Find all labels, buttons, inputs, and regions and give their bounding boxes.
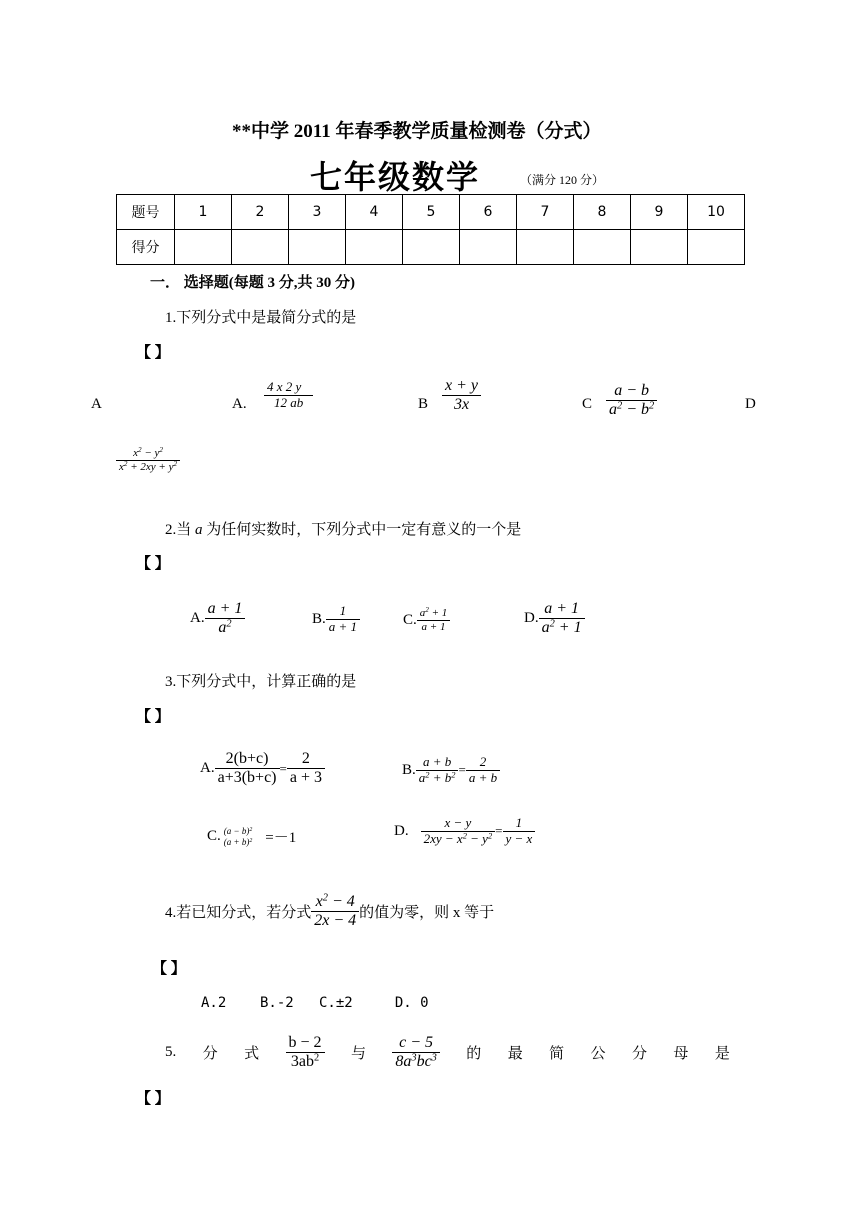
q2-stem-pre: 2.当 — [165, 522, 196, 538]
q5-word: 分 — [202, 1046, 218, 1063]
q3-label-c: C. — [207, 828, 221, 844]
score-table-score-row — [117, 230, 745, 265]
q3-option-a — [200, 750, 325, 788]
q5-word: 是 — [714, 1046, 730, 1063]
q3-option-d-right-denominator: y − x — [505, 830, 533, 846]
q3-answer-bracket[interactable]: 【 】 — [136, 709, 170, 725]
q2-label-a: A. — [190, 610, 205, 627]
q3-label-a: A. — [200, 760, 215, 777]
q5-word: 最 — [507, 1046, 523, 1063]
q1-option-c-fraction — [606, 382, 657, 420]
q1-option-b-numerator: x + y — [442, 377, 481, 396]
q1-option-d-denominator: $x^2 + 2xy + y^2$ — [119, 459, 178, 473]
q2-label-b: B. — [312, 610, 326, 627]
question-number-cell: 3 — [289, 195, 346, 230]
q5-word: 分 — [631, 1046, 647, 1063]
q3-option-a-left-denominator: a+3(b+c) — [217, 769, 277, 787]
q5-stem — [165, 1034, 730, 1072]
question-number-label: 题号 — [117, 195, 175, 230]
q3-label-b: B. — [402, 761, 416, 778]
q4-stem — [165, 893, 494, 931]
score-cell[interactable] — [517, 230, 574, 265]
q2-stem-var: a — [195, 522, 203, 538]
q1-option-c-denominator: $a^2 - b^2$ — [609, 400, 655, 419]
q2-option-c — [403, 607, 450, 633]
q5-number: 5. — [165, 1044, 177, 1061]
q4-answer-bracket[interactable]: 【 】 — [152, 961, 186, 977]
q5-fraction-2-numerator: c − 5 — [392, 1034, 440, 1053]
q2-label-d: D. — [524, 610, 539, 627]
q5-word: 的 — [466, 1046, 482, 1063]
q1-label-a-outer: A — [91, 396, 102, 412]
question-number-cell: 6 — [460, 195, 517, 230]
q3-option-c-rhs: =－1 — [265, 830, 297, 846]
q3-stem: 3.下列分式中，计算正确的是 — [165, 674, 357, 690]
q1-stem: 1.下列分式中是最简分式的是 — [165, 310, 357, 326]
q4-fraction-denominator: 2x − 4 — [314, 912, 357, 930]
question-number-cell: 10 — [688, 195, 745, 230]
q1-option-a-denominator: 12 ab — [274, 394, 304, 410]
section-heading: 一． 选择题(每题 3 分,共 30 分) — [150, 275, 355, 291]
q2-option-d-denominator: $a^2 + 1$ — [541, 618, 582, 637]
score-table-header-row — [117, 195, 745, 230]
q4-options: A.2 B.-2 C.±2 D. 0 — [201, 995, 429, 1011]
score-cell[interactable] — [175, 230, 232, 265]
q3-option-d — [394, 816, 535, 847]
q1-option-b-denominator: 3x — [453, 396, 470, 414]
q3-label-d: D. — [394, 822, 409, 839]
q2-option-b-numerator: 1 — [326, 604, 360, 620]
q3-option-b-right-numerator: 2 — [466, 755, 500, 771]
q3-option-b-equals: = — [458, 762, 466, 778]
q3-option-d-equals: = — [495, 823, 503, 839]
q5-word: 与 — [350, 1046, 366, 1063]
q3-option-d-left-numerator: x − y — [421, 816, 496, 832]
score-cell[interactable] — [232, 230, 289, 265]
q1-option-a-fraction — [264, 380, 313, 411]
q3-option-a-equals: = — [279, 760, 287, 776]
q5-fraction-1-numerator: b − 2 — [286, 1034, 325, 1053]
q2-option-b — [312, 604, 360, 635]
q3-option-c — [207, 826, 296, 847]
exam-subtitle: 七年级数学 — [310, 159, 481, 195]
score-cell[interactable] — [289, 230, 346, 265]
q4-fraction-numerator: $x^2 - 4$ — [311, 893, 359, 912]
question-number-cell: 4 — [346, 195, 403, 230]
q2-option-a — [190, 600, 245, 638]
q3-option-b-right-denominator: a + b — [468, 769, 498, 785]
q3-option-b — [402, 755, 500, 786]
q1-option-d-fraction — [116, 447, 180, 473]
q2-option-b-denominator: a + 1 — [328, 618, 358, 634]
q2-option-d-numerator: a + 1 — [539, 600, 585, 619]
q5-word: 式 — [244, 1046, 260, 1063]
q3-option-b-left-denominator: $a^2 + b^2$ — [418, 769, 456, 785]
q3-option-a-right-denominator: a + 3 — [289, 769, 322, 787]
q2-option-a-numerator: a + 1 — [205, 600, 246, 619]
score-table — [116, 194, 745, 265]
q3-option-c-denominator: $(a + b)^2$ — [223, 836, 253, 847]
q5-word: 简 — [549, 1046, 565, 1063]
q1-option-d-numerator: $x^2 - y^2$ — [116, 447, 180, 461]
question-number-cell: 7 — [517, 195, 574, 230]
q3-option-d-left-denominator: $2xy - x^2 - y^2$ — [423, 830, 493, 846]
q1-option-a-numerator: 4 x 2 y — [264, 380, 313, 396]
score-cell[interactable] — [688, 230, 745, 265]
q3-option-a-right-numerator: 2 — [287, 750, 325, 769]
q3-option-b-left-numerator: a + b — [416, 755, 459, 771]
q2-option-c-numerator: $a^2 + 1$ — [417, 607, 451, 621]
q1-answer-bracket[interactable]: 【 】 — [136, 345, 170, 361]
q5-word: 母 — [673, 1046, 689, 1063]
q2-option-d — [524, 600, 585, 638]
score-label: 得分 — [117, 230, 175, 265]
q5-answer-bracket[interactable]: 【 】 — [136, 1091, 170, 1107]
q3-option-a-left-numerator: 2(b+c) — [215, 750, 280, 769]
full-score-note: （满分 120 分） — [520, 173, 605, 187]
q2-answer-bracket[interactable]: 【 】 — [136, 556, 170, 572]
question-number-cell: 5 — [403, 195, 460, 230]
q3-option-c-numerator: $(a - b)^2$ — [223, 826, 253, 837]
q1-option-b-fraction — [442, 377, 481, 415]
q1-label-c: C — [582, 396, 593, 412]
question-number-cell: 8 — [574, 195, 631, 230]
score-cell[interactable] — [403, 230, 460, 265]
q2-label-c: C. — [403, 611, 417, 628]
score-cell[interactable] — [574, 230, 631, 265]
score-cell[interactable] — [346, 230, 403, 265]
question-number-cell: 2 — [232, 195, 289, 230]
q2-stem — [165, 518, 521, 539]
q3-option-d-right-numerator: 1 — [503, 816, 536, 832]
q1-label-b: B — [418, 396, 429, 412]
q2-stem-post: 为任何实数时，下列分式中一定有意义的一个是 — [202, 522, 522, 538]
q4-stem-pre: 4.若已知分式，若分式 — [165, 905, 312, 922]
question-number-cell: 1 — [175, 195, 232, 230]
exam-title: **中学 2011 年春季教学质量检测卷（分式） — [232, 121, 602, 142]
q1-label-d: D — [745, 396, 756, 412]
q1-label-a: A. — [232, 396, 247, 412]
q5-fraction-2-denominator: $8a^3bc^3$ — [395, 1052, 437, 1071]
q1-option-c-numerator: a − b — [606, 382, 657, 401]
question-number-cell: 9 — [631, 195, 688, 230]
score-cell[interactable] — [460, 230, 517, 265]
score-cell[interactable] — [631, 230, 688, 265]
q5-fraction-1-denominator: $3ab^2$ — [290, 1052, 320, 1071]
q4-stem-post: 的值为零，则 x 等于 — [359, 905, 495, 922]
q5-word: 公 — [590, 1046, 606, 1063]
q2-option-a-denominator: $a^2$ — [218, 618, 232, 637]
q2-option-c-denominator: a + 1 — [421, 620, 446, 633]
